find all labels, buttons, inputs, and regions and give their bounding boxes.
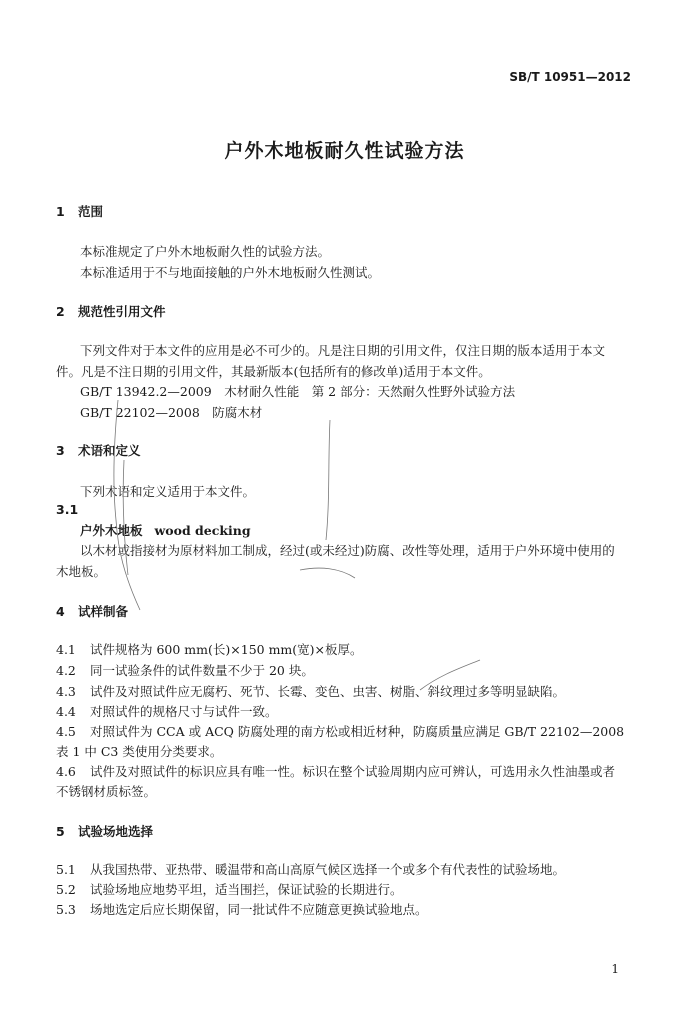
item-number: 4.2 [56,663,76,678]
item-continuation: 不锈钢材质标签。 [56,784,157,799]
section-title: 试样制备 [78,604,129,619]
definition: 以木材或指接材为原材料加工制成，经过(或未经过)防腐、改性等处理，适用于户外环境中使用的 [80,543,615,558]
item-text: 场地选定后应长期保留，同一批试件不应随意更换试验地点。 [90,902,428,917]
term-english: wood decking [154,523,251,538]
paragraph-continuation: 件。凡是不注日期的引用文件，其最新版本(包括所有的修改单)适用于本文件。 [56,364,491,379]
page-number: 1 [611,962,619,976]
item-text: 从我国热带、亚热带、暖温带和高山高原气候区选择一个或多个有代表性的试验场地。 [90,862,566,877]
term-chinese: 户外木地板 [80,523,143,538]
section-title: 术语和定义 [78,443,141,458]
item-text: 对照试件的规格尺寸与试件一致。 [90,704,278,719]
item-text: 试件规格为 600 mm(长)×150 mm(宽)×板厚。 [90,642,363,657]
item-text: 对照试件为 CCA 或 ACQ 防腐处理的南方松或相近材种，防腐质量应满足 GB/T 22102—2008 [90,724,625,739]
reference-item: GB/T 22102—2008 防腐木材 [80,405,263,420]
document-title: 户外木地板耐久性试验方法 [224,140,465,162]
definition-continuation: 木地板。 [56,564,107,579]
item-number: 4.5 [56,724,76,739]
section-number: 3 [56,443,65,458]
item-number: 4.1 [56,642,76,657]
section-title: 试验场地选择 [78,824,154,839]
item-text: 试件及对照试件应无腐朽、死节、长霉、变色、虫害、树脂、斜纹理过多等明显缺陷。 [90,684,566,699]
paragraph: 本标准规定了户外木地板耐久性的试验方法。 [80,244,331,259]
item-text: 同一试验条件的试件数量不少于 20 块。 [90,663,314,678]
reference-item: GB/T 13942.2—2009 木材耐久性能 第 2 部分：天然耐久性野外试验方法 [80,384,516,399]
section-number: 4 [56,604,65,619]
section-number: 5 [56,824,65,839]
paragraph: 本标准适用于不与地面接触的户外木地板耐久性测试。 [80,265,381,280]
item-number: 4.3 [56,684,76,699]
section-number: 1 [56,204,65,219]
item-number: 4.4 [56,704,76,719]
paragraph: 下列文件对于本文件的应用是必不可少的。凡是注日期的引用文件，仅注日期的版本适用于本文 [80,343,606,358]
section-number: 2 [56,304,65,319]
section-title: 规范性引用文件 [78,304,166,319]
item-number: 4.6 [56,764,76,779]
standard-code: SB/T 10951—2012 [509,70,631,84]
item-number: 5.3 [56,902,76,917]
item-text: 试验场地应地势平坦，适当围拦，保证试验的长期进行。 [90,882,403,897]
paragraph: 下列术语和定义适用于本文件。 [80,484,256,499]
section-title: 范围 [78,204,104,219]
item-continuation: 表 1 中 C3 类使用分类要求。 [56,744,223,759]
item-number: 5.2 [56,882,76,897]
subsection-number: 3.1 [56,502,79,517]
item-text: 试件及对照试件的标识应具有唯一性。标识在整个试验周期内应可辨认，可选用永久性油墨或者 [90,764,616,779]
item-number: 5.1 [56,862,76,877]
